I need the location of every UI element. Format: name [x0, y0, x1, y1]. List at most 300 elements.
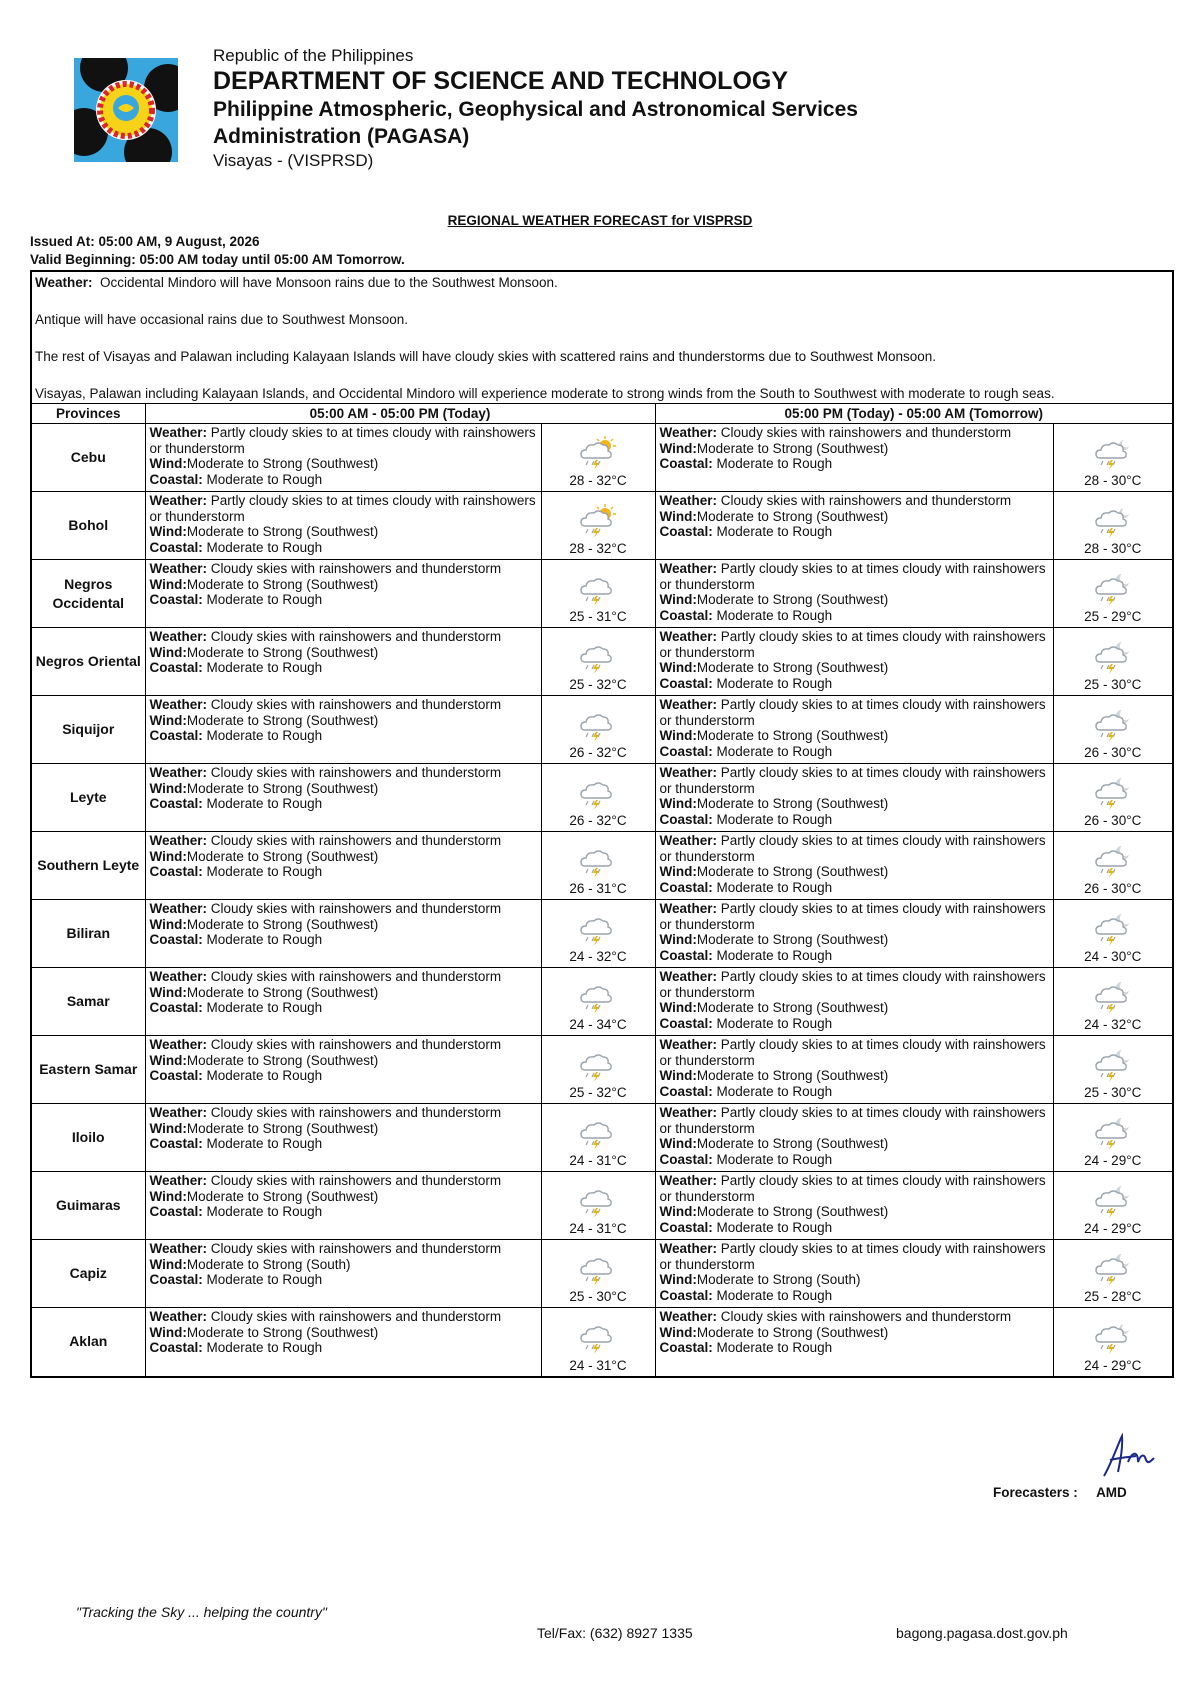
wind-label: Wind: [659, 440, 697, 456]
province-name: Leyte [32, 764, 145, 832]
weather-label: Weather: [659, 629, 718, 644]
weather-label: Weather: [659, 561, 718, 576]
tonight-forecast [655, 1308, 1053, 1376]
today-icon-cell [541, 1308, 655, 1376]
wind-label: Wind: [149, 984, 187, 1000]
wind-label: Wind: [659, 1204, 697, 1219]
col-today: 05:00 AM - 05:00 PM (Today) [145, 404, 655, 424]
coastal-label: Coastal: [659, 524, 713, 539]
weather-label: Weather: [149, 1037, 208, 1052]
weather-label: Weather: [149, 1173, 208, 1188]
coastal-text: Moderate to Rough [206, 796, 323, 811]
tonight-temperature: 25 - 28°C [1084, 1289, 1142, 1304]
weather-text: Partly cloudy skies to at times cloudy with rainshowers or thunderstorm [659, 901, 1046, 932]
coastal-text: Moderate to Rough [716, 879, 833, 895]
today-temperature: 25 - 32°C [569, 677, 627, 692]
wind-label: Wind: [149, 576, 187, 592]
tonight-temperature: 24 - 29°C [1084, 1153, 1142, 1168]
wind-label: Wind: [149, 524, 187, 539]
table-row [32, 832, 1172, 900]
weather-text: Cloudy skies with rainshowers and thunderstorm [210, 1241, 502, 1256]
weather-label: Weather: [659, 1037, 718, 1052]
wind-text: Moderate to Strong (Southwest) [696, 1000, 889, 1015]
wind-text: Moderate to Strong (Southwest) [696, 592, 889, 607]
tonight-icon-cell [1053, 1308, 1172, 1376]
today-temperature: 26 - 32°C [569, 813, 627, 828]
general-weather-p1: Occidental Mindoro will have Monsoon rains due to the Southwest Monsoon. [100, 275, 558, 290]
weather-text: Partly cloudy skies to at times cloudy with rainshowers or thunderstorm [659, 697, 1046, 728]
weather-text: Partly cloudy skies to at times cloudy with rainshowers or thunderstorm [659, 833, 1046, 864]
today-forecast [145, 1104, 541, 1172]
coastal-text: Moderate to Rough [206, 1272, 323, 1287]
wind-label: Wind: [149, 456, 187, 471]
coastal-text: Moderate to Rough [716, 456, 833, 471]
wind-text: Moderate to Strong (Southwest) [696, 1324, 889, 1340]
weather-text: Cloudy skies with rainshowers and thunderstorm [210, 765, 502, 780]
coastal-text: Moderate to Rough [716, 675, 833, 691]
department-name: DEPARTMENT OF SCIENCE AND TECHNOLOGY [213, 67, 789, 95]
weather-label: Weather: [149, 629, 208, 644]
weather-label: Weather: [149, 697, 208, 712]
today-icon-cell [541, 764, 655, 832]
wind-text: Moderate to Strong (Southwest) [696, 440, 889, 456]
wind-text: Moderate to Strong (Southwest) [696, 1204, 889, 1219]
coastal-label: Coastal: [659, 947, 713, 963]
issue-info [30, 233, 405, 269]
coastal-label: Coastal: [659, 1015, 713, 1031]
tonight-temperature: 24 - 32°C [1084, 1017, 1142, 1032]
table-row [32, 560, 1172, 628]
table-row [32, 764, 1172, 832]
today-icon-cell [541, 968, 655, 1036]
wind-text: Moderate to Strong (Southwest) [186, 644, 379, 660]
wind-label: Wind: [659, 1136, 697, 1151]
weather-text: Cloudy skies with rainshowers and thunderstorm [210, 1173, 502, 1188]
wind-label: Wind: [659, 1000, 697, 1015]
table-row [32, 1172, 1172, 1240]
today-icon-cell [541, 900, 655, 968]
coastal-label: Coastal: [149, 592, 203, 607]
general-weather [32, 272, 1172, 404]
wind-label: Wind: [149, 1052, 187, 1068]
table-row [32, 492, 1172, 560]
wind-label: Wind: [149, 1324, 187, 1340]
today-forecast [145, 696, 541, 764]
wind-label: Wind: [149, 1256, 187, 1272]
wind-label: Wind: [659, 796, 697, 811]
today-temperature: 28 - 32°C [569, 541, 627, 556]
coastal-label: Coastal: [659, 743, 713, 759]
wind-label: Wind: [149, 1120, 187, 1136]
coastal-text: Moderate to Rough [206, 1204, 323, 1219]
today-temperature: 24 - 31°C [569, 1153, 627, 1168]
table-header [32, 404, 1172, 424]
wind-text: Moderate to Strong (Southwest) [186, 524, 379, 539]
today-icon-cell [541, 424, 655, 492]
province-name: Negros Oriental [32, 628, 145, 696]
province-name: Southern Leyte [32, 832, 145, 900]
region-name: Visayas - (VISPRSD) [213, 151, 374, 170]
weather-label: Weather: [659, 493, 718, 508]
table-row [32, 900, 1172, 968]
weather-label: Weather: [149, 969, 208, 984]
weather-text: Cloudy skies with rainshowers and thunderstorm [210, 1309, 502, 1324]
tonight-forecast [655, 492, 1053, 560]
tonight-icon-cell [1053, 424, 1172, 492]
weather-label: Weather: [659, 425, 718, 440]
weather-text: Cloudy skies with rainshowers and thunderstorm [720, 493, 1012, 508]
issued-at: Issued At: 05:00 AM, 9 August, 2026 [30, 234, 260, 249]
today-temperature: 25 - 32°C [569, 1085, 627, 1100]
coastal-label: Coastal: [659, 811, 713, 827]
wind-label: Wind: [659, 592, 697, 607]
tonight-forecast [655, 424, 1053, 492]
province-name: Iloilo [32, 1104, 145, 1172]
coastal-label: Coastal: [149, 1068, 203, 1083]
weather-label: Weather: [149, 425, 208, 440]
weather-text: Partly cloudy skies to at times cloudy with rainshowers or thunderstorm [659, 561, 1046, 592]
wind-text: Moderate to Strong (Southwest) [186, 916, 379, 932]
table-row [32, 1036, 1172, 1104]
today-temperature: 24 - 31°C [569, 1221, 627, 1236]
coastal-text: Moderate to Rough [716, 607, 833, 623]
wind-text: Moderate to Strong (Southwest) [696, 728, 889, 743]
weather-label: Weather: [659, 765, 718, 780]
forecasters-initials: AMD [1096, 1485, 1127, 1500]
today-icon-cell [541, 1036, 655, 1104]
today-forecast [145, 900, 541, 968]
pagasa-seal-icon [74, 58, 178, 162]
general-weather-p3: The rest of Visayas and Palawan including Kalayaan Islands will have cloudy skies with scattered rains and thunderstorms due to Southwest Monsoon. [35, 349, 936, 364]
coastal-label: Coastal: [149, 471, 203, 487]
weather-label: Weather: [659, 1309, 718, 1324]
coastal-label: Coastal: [149, 1272, 203, 1287]
province-name: Aklan [32, 1308, 145, 1376]
wind-label: Wind: [149, 1188, 187, 1204]
today-forecast [145, 1240, 541, 1308]
today-forecast [145, 832, 541, 900]
weather-text: Partly cloudy skies to at times cloudy with rainshowers or thunderstorm [659, 1105, 1046, 1136]
weather-text: Partly cloudy skies to at times cloudy with rainshowers or thunderstorm [659, 969, 1046, 1000]
wind-label: Wind: [149, 916, 187, 932]
today-temperature: 25 - 31°C [569, 609, 627, 624]
wind-text: Moderate to Strong (Southwest) [186, 1120, 379, 1136]
weather-label: Weather: [149, 561, 208, 576]
coastal-text: Moderate to Rough [206, 728, 323, 743]
coastal-text: Moderate to Rough [206, 932, 323, 947]
today-forecast [145, 764, 541, 832]
coastal-text: Moderate to Rough [716, 1015, 833, 1031]
col-provinces: Provinces [32, 404, 145, 424]
coastal-label: Coastal: [659, 456, 713, 471]
footer-telfax: Tel/Fax: (632) 8927 1335 [537, 1625, 693, 1641]
tonight-icon-cell [1053, 492, 1172, 560]
weather-label: Weather: [659, 1105, 718, 1120]
weather-label: Weather: [149, 1309, 208, 1324]
weather-text: Partly cloudy skies to at times cloudy with rainshowers or thunderstorm [659, 629, 1046, 660]
coastal-text: Moderate to Rough [716, 1151, 833, 1167]
province-name: Eastern Samar [32, 1036, 145, 1104]
coastal-text: Moderate to Rough [716, 1219, 833, 1235]
tonight-temperature: 28 - 30°C [1084, 541, 1142, 556]
coastal-label: Coastal: [149, 1204, 203, 1219]
coastal-text: Moderate to Rough [716, 1287, 833, 1303]
weather-text: Cloudy skies with rainshowers and thunderstorm [210, 697, 502, 712]
weather-text: Cloudy skies with rainshowers and thunderstorm [210, 901, 502, 916]
col-tonight: 05:00 PM (Today) - 05:00 AM (Tomorrow) [655, 404, 1172, 424]
today-forecast [145, 1308, 541, 1376]
coastal-text: Moderate to Rough [206, 660, 323, 675]
coastal-label: Coastal: [149, 1000, 203, 1015]
wind-text: Moderate to Strong (South) [186, 1256, 351, 1272]
wind-text: Moderate to Strong (Southwest) [696, 796, 889, 811]
wind-text: Moderate to Strong (Southwest) [696, 1136, 889, 1151]
wind-text: Moderate to Strong (Southwest) [186, 848, 379, 864]
weather-text: Cloudy skies with rainshowers and thunderstorm [210, 1105, 502, 1120]
coastal-label: Coastal: [659, 1340, 713, 1355]
tonight-temperature: 25 - 30°C [1084, 1085, 1142, 1100]
tonight-forecast [655, 900, 1053, 968]
today-icon-cell [541, 560, 655, 628]
today-temperature: 26 - 32°C [569, 745, 627, 760]
forecasters-label: Forecasters : [993, 1485, 1078, 1500]
coastal-text: Moderate to Rough [206, 864, 323, 879]
weather-text: Cloudy skies with rainshowers and thunderstorm [210, 561, 502, 576]
today-forecast [145, 492, 541, 560]
weather-text: Partly cloudy skies to at times cloudy with rainshowers or thunderstorm [149, 425, 536, 456]
province-name: Biliran [32, 900, 145, 968]
today-temperature: 24 - 34°C [569, 1017, 627, 1032]
general-weather-p4: Visayas, Palawan including Kalayaan Islands, and Occidental Mindoro will experience moderate to strong winds from the South to Southwest with moderate to rough seas. [35, 386, 1055, 401]
wind-label: Wind: [149, 848, 187, 864]
today-temperature: 24 - 31°C [569, 1357, 627, 1373]
wind-text: Moderate to Strong (Southwest) [696, 932, 889, 947]
province-name: Capiz [32, 1240, 145, 1308]
tonight-icon-cell [1053, 832, 1172, 900]
coastal-text: Moderate to Rough [716, 743, 833, 759]
tonight-forecast [655, 764, 1053, 832]
weather-label: Weather: [659, 697, 718, 712]
wind-text: Moderate to Strong (Southwest) [186, 576, 379, 592]
table-row [32, 1104, 1172, 1172]
footer-tagline: "Tracking the Sky ... helping the country" [76, 1604, 327, 1620]
wind-text: Moderate to Strong (Southwest) [186, 712, 379, 728]
today-forecast [145, 1172, 541, 1240]
today-icon-cell [541, 492, 655, 560]
province-name: Siquijor [32, 696, 145, 764]
coastal-label: Coastal: [149, 1340, 203, 1355]
coastal-label: Coastal: [659, 607, 713, 623]
tonight-icon-cell [1053, 1036, 1172, 1104]
weather-text: Cloudy skies with rainshowers and thunderstorm [210, 833, 502, 848]
weather-text: Partly cloudy skies to at times cloudy with rainshowers or thunderstorm [659, 765, 1046, 796]
wind-text: Moderate to Strong (Southwest) [186, 780, 379, 796]
weather-label: Weather: [149, 1105, 208, 1120]
tonight-icon-cell [1053, 560, 1172, 628]
tonight-icon-cell [1053, 1104, 1172, 1172]
tonight-temperature: 24 - 29°C [1084, 1221, 1142, 1236]
weather-label: Weather: [659, 1173, 718, 1188]
valid-period: Valid Beginning: 05:00 AM today until 05:00 AM Tomorrow. [30, 252, 405, 267]
general-weather-p2: Antique will have occasional rains due to Southwest Monsoon. [35, 312, 408, 327]
weather-text: Cloudy skies with rainshowers and thunderstorm [720, 425, 1012, 440]
wind-label: Wind: [659, 1068, 697, 1083]
coastal-text: Moderate to Rough [206, 471, 323, 487]
wind-label: Wind: [149, 780, 187, 796]
coastal-text: Moderate to Rough [716, 811, 833, 827]
signature-icon [1098, 1432, 1158, 1482]
coastal-label: Coastal: [149, 539, 203, 555]
coastal-label: Coastal: [659, 1083, 713, 1099]
wind-text: Moderate to Strong (Southwest) [186, 1188, 379, 1204]
coastal-label: Coastal: [149, 796, 203, 811]
province-name: Bohol [32, 492, 145, 560]
today-forecast [145, 424, 541, 492]
coastal-label: Coastal: [149, 660, 203, 675]
coastal-label: Coastal: [149, 932, 203, 947]
today-temperature: 25 - 30°C [569, 1289, 627, 1304]
coastal-text: Moderate to Rough [716, 524, 833, 539]
letterhead [213, 46, 858, 172]
today-forecast [145, 628, 541, 696]
coastal-label: Coastal: [149, 1136, 203, 1151]
wind-text: Moderate to Strong (Southwest) [696, 864, 889, 879]
coastal-text: Moderate to Rough [206, 1136, 323, 1151]
today-forecast [145, 968, 541, 1036]
wind-label: Wind: [149, 644, 187, 660]
today-icon-cell [541, 1172, 655, 1240]
tonight-forecast [655, 560, 1053, 628]
wind-label: Wind: [149, 712, 187, 728]
coastal-label: Coastal: [659, 1219, 713, 1235]
today-icon-cell [541, 628, 655, 696]
tonight-forecast [655, 832, 1053, 900]
table-row [32, 1308, 1172, 1376]
wind-text: Moderate to Strong (Southwest) [696, 660, 889, 675]
weather-text: Cloudy skies with rainshowers and thunderstorm [210, 629, 502, 644]
weather-label: Weather: [149, 901, 208, 916]
wind-label: Wind: [659, 864, 697, 879]
tonight-forecast [655, 1036, 1053, 1104]
today-forecast [145, 1036, 541, 1104]
tonight-icon-cell [1053, 628, 1172, 696]
tonight-icon-cell [1053, 968, 1172, 1036]
weather-text: Partly cloudy skies to at times cloudy with rainshowers or thunderstorm [659, 1037, 1046, 1068]
today-icon-cell [541, 832, 655, 900]
agency-name-line2: Administration (PAGASA) [213, 125, 470, 148]
today-forecast [145, 560, 541, 628]
coastal-text: Moderate to Rough [716, 947, 833, 963]
coastal-text: Moderate to Rough [716, 1083, 833, 1099]
tonight-icon-cell [1053, 696, 1172, 764]
weather-text: Partly cloudy skies to at times cloudy with rainshowers or thunderstorm [659, 1241, 1046, 1272]
wind-label: Wind: [659, 932, 697, 947]
coastal-label: Coastal: [149, 728, 203, 743]
tonight-forecast [655, 1240, 1053, 1308]
general-weather-label: Weather: [35, 275, 93, 290]
today-icon-cell [541, 1104, 655, 1172]
province-name: Cebu [32, 424, 145, 492]
wind-text: Moderate to Strong (South) [696, 1272, 861, 1287]
coastal-label: Coastal: [149, 864, 203, 879]
coastal-text: Moderate to Rough [206, 539, 323, 555]
wind-label: Wind: [659, 660, 697, 675]
wind-label: Wind: [659, 728, 697, 743]
forecast-table [32, 404, 1172, 1376]
table-row [32, 628, 1172, 696]
weather-label: Weather: [659, 969, 718, 984]
tonight-temperature: 24 - 29°C [1084, 1357, 1142, 1373]
weather-label: Weather: [659, 901, 718, 916]
weather-label: Weather: [149, 1241, 208, 1256]
today-icon-cell [541, 1240, 655, 1308]
weather-label: Weather: [659, 833, 718, 848]
agency-name-line1: Philippine Atmospheric, Geophysical and Astronomical Services [213, 98, 858, 121]
tonight-temperature: 25 - 30°C [1084, 677, 1142, 692]
coastal-text: Moderate to Rough [206, 592, 323, 607]
tonight-temperature: 26 - 30°C [1084, 881, 1142, 896]
table-row [32, 968, 1172, 1036]
coastal-text: Moderate to Rough [206, 1340, 323, 1355]
tonight-temperature: 26 - 30°C [1084, 745, 1142, 760]
weather-text: Cloudy skies with rainshowers and thunderstorm [210, 969, 502, 984]
coastal-text: Moderate to Rough [206, 1000, 323, 1015]
tonight-icon-cell [1053, 900, 1172, 968]
today-temperature: 24 - 32°C [569, 949, 627, 964]
tonight-forecast [655, 1172, 1053, 1240]
today-icon-cell [541, 696, 655, 764]
wind-text: Moderate to Strong (Southwest) [186, 456, 379, 471]
table-row [32, 1240, 1172, 1308]
republic-line: Republic of the Philippines [213, 46, 414, 65]
coastal-label: Coastal: [659, 879, 713, 895]
tonight-forecast [655, 628, 1053, 696]
table-row [32, 424, 1172, 492]
wind-text: Moderate to Strong (Southwest) [696, 508, 889, 524]
footer-website: bagong.pagasa.dost.gov.ph [896, 1625, 1068, 1641]
coastal-text: Moderate to Rough [716, 1340, 833, 1355]
weather-label: Weather: [149, 493, 208, 508]
wind-text: Moderate to Strong (Southwest) [186, 984, 379, 1000]
tonight-icon-cell [1053, 1172, 1172, 1240]
tonight-temperature: 25 - 29°C [1084, 609, 1142, 624]
tonight-temperature: 24 - 30°C [1084, 949, 1142, 964]
coastal-text: Moderate to Rough [206, 1068, 323, 1083]
tonight-temperature: 28 - 30°C [1084, 473, 1142, 488]
document-title: REGIONAL WEATHER FORECAST for VISPRSD [447, 213, 753, 228]
coastal-label: Coastal: [659, 1151, 713, 1167]
province-name: Negros Occidental [32, 560, 145, 628]
weather-text: Cloudy skies with rainshowers and thunderstorm [210, 1037, 502, 1052]
tonight-forecast [655, 1104, 1053, 1172]
tonight-forecast [655, 696, 1053, 764]
wind-text: Moderate to Strong (Southwest) [696, 1068, 889, 1083]
table-row [32, 696, 1172, 764]
wind-text: Moderate to Strong (Southwest) [186, 1052, 379, 1068]
weather-label: Weather: [149, 833, 208, 848]
forecast-box [30, 270, 1174, 1378]
weather-text: Partly cloudy skies to at times cloudy with rainshowers or thunderstorm [149, 493, 536, 524]
tonight-icon-cell [1053, 1240, 1172, 1308]
tonight-temperature: 26 - 30°C [1084, 813, 1142, 828]
forecasters [993, 1485, 1127, 1500]
tonight-forecast [655, 968, 1053, 1036]
wind-label: Wind: [659, 508, 697, 524]
coastal-label: Coastal: [659, 675, 713, 691]
province-name: Samar [32, 968, 145, 1036]
coastal-label: Coastal: [659, 1287, 713, 1303]
province-name: Guimaras [32, 1172, 145, 1240]
